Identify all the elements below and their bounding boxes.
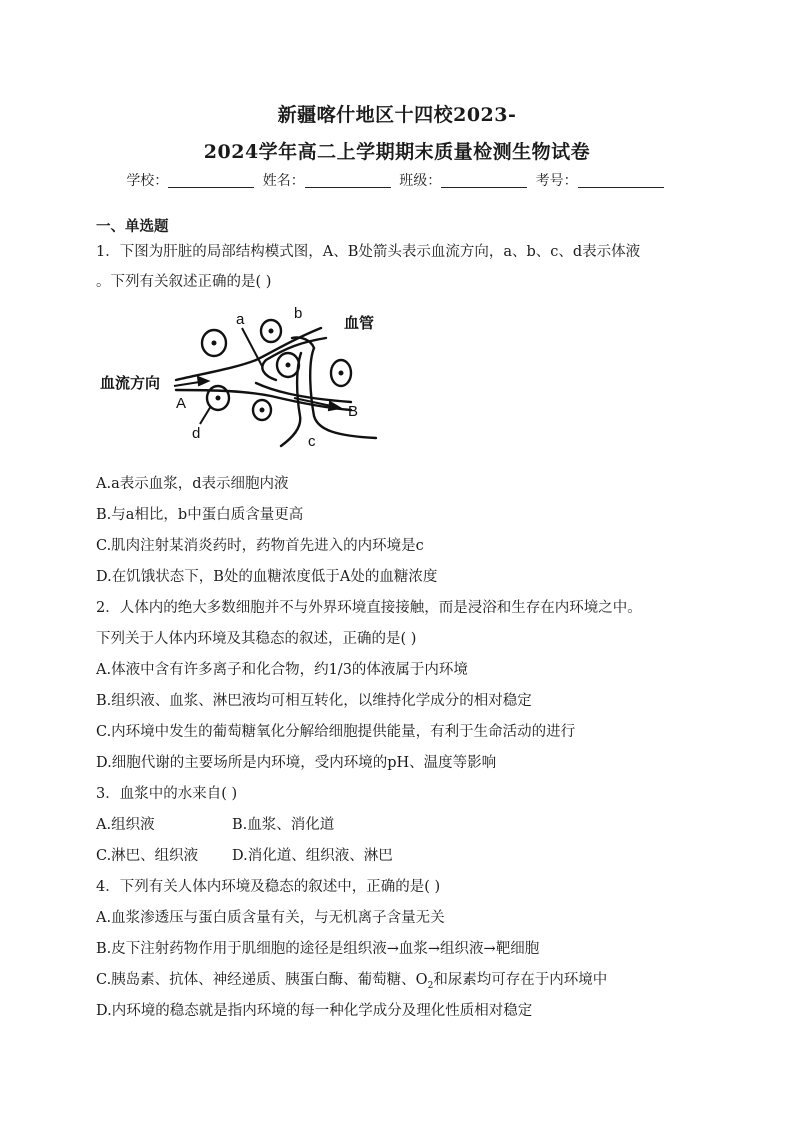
exam-number-label: 考号： bbox=[535, 173, 578, 189]
q3-option-c[interactable]: C.淋巴、组织液 bbox=[96, 848, 199, 864]
q3-option-a[interactable]: A.组织液 bbox=[96, 817, 155, 833]
q4-stem: 4．下列有关人体内环境及稳态的叙述中，正确的是( ) bbox=[96, 879, 441, 895]
q1-option-c[interactable]: C.肌肉注射某消炎药时，药物首先进入的内环境是c bbox=[96, 538, 424, 554]
q4-option-c-subscript: 2 bbox=[427, 980, 434, 991]
school-label: 学校： bbox=[126, 173, 169, 189]
q4-option-c-part1: C.胰岛素、抗体、神经递质、胰蛋白酶、葡萄糖、O bbox=[96, 972, 428, 988]
q3-option-d[interactable]: D.消化道、组织液、淋巴 bbox=[232, 848, 393, 864]
section-title: 一、单选题 bbox=[96, 218, 169, 235]
label-c: c bbox=[308, 433, 316, 450]
q2-stem-line1: 2．人体内的绝大多数细胞并不与外界环境直接接触，而是浸浴和生存在内环境之中。 bbox=[96, 600, 642, 616]
q1-option-b[interactable]: B.与a相比，b中蛋白质含量更高 bbox=[96, 507, 304, 523]
q3-option-row1 bbox=[96, 813, 335, 834]
q2-stem-line2: 下列关于人体内环境及其稳态的叙述，正确的是( ) bbox=[96, 631, 417, 647]
label-B: B bbox=[348, 403, 359, 420]
q4-option-c-part2: 和尿素均可存在于内环境中 bbox=[433, 972, 608, 988]
student-info-row bbox=[0, 170, 794, 190]
vessel-upper-wall bbox=[176, 328, 321, 380]
q3-option-row2 bbox=[96, 844, 393, 865]
label-a: a bbox=[236, 311, 245, 328]
q1-stem-line1: 1．下图为肝脏的局部结构模式图，A、B处箭头表示血流方向，a、b、c、d表示体液 bbox=[96, 244, 641, 260]
class-blank[interactable] bbox=[441, 173, 527, 188]
exam-title-line2: 2024学年高二上学期期末质量检测生物试卷 bbox=[203, 141, 591, 163]
exam-number-blank[interactable] bbox=[578, 173, 664, 188]
q1-option-a[interactable]: A.a表示血浆，d表示细胞内液 bbox=[96, 476, 289, 492]
label-b: b bbox=[294, 305, 303, 322]
pointer-d bbox=[200, 406, 211, 424]
q4-option-a[interactable]: A.血浆渗透压与蛋白质含量有关，与无机离子含量无关 bbox=[96, 910, 445, 926]
name-blank[interactable] bbox=[305, 173, 391, 188]
q2-option-a[interactable]: A.体液中含有许多离子和化合物，约1/3的体液属于内环境 bbox=[96, 662, 468, 678]
label-d: d bbox=[192, 425, 201, 442]
q4-option-c[interactable] bbox=[96, 968, 607, 991]
q3-option-b[interactable]: B.血浆、消化道 bbox=[232, 817, 335, 833]
name-label: 姓名： bbox=[262, 173, 305, 189]
q4-option-d[interactable]: D.内环境的稳态就是指内环境的每一种化学成分及理化性质相对稳定 bbox=[96, 1003, 533, 1019]
q2-option-d[interactable]: D.细胞代谢的主要场所是内环境，受内环境的pH、温度等影响 bbox=[96, 755, 497, 771]
q1-option-d[interactable]: D.在饥饿状态下，B处的血糖浓度低于A处的血糖浓度 bbox=[96, 569, 438, 585]
exam-title-line1: 新疆喀什地区十四校2023- bbox=[277, 104, 517, 126]
q3-stem: 3．血浆中的水来自( ) bbox=[96, 786, 238, 802]
q2-option-c[interactable]: C.内环境中发生的葡萄糖氧化分解给细胞提供能量，有利于生命活动的进行 bbox=[96, 724, 576, 740]
q4-option-b[interactable]: B.皮下注射药物作用于肌细胞的途径是组织液→血浆→组织液→靶细胞 bbox=[96, 941, 540, 957]
liver-structure-diagram bbox=[96, 298, 396, 458]
class-label: 班级： bbox=[399, 173, 442, 189]
q2-option-b[interactable]: B.组织液、血浆、淋巴液均可相互转化，以维持化学成分的相对稳定 bbox=[96, 693, 532, 709]
q1-stem-line2: 。下列有关叙述正确的是( ) bbox=[96, 274, 272, 290]
label-vessel: 血管 bbox=[344, 314, 375, 332]
label-A: A bbox=[176, 395, 187, 412]
school-blank[interactable] bbox=[168, 173, 254, 188]
label-blood-flow-direction: 血流方向 bbox=[100, 374, 161, 392]
